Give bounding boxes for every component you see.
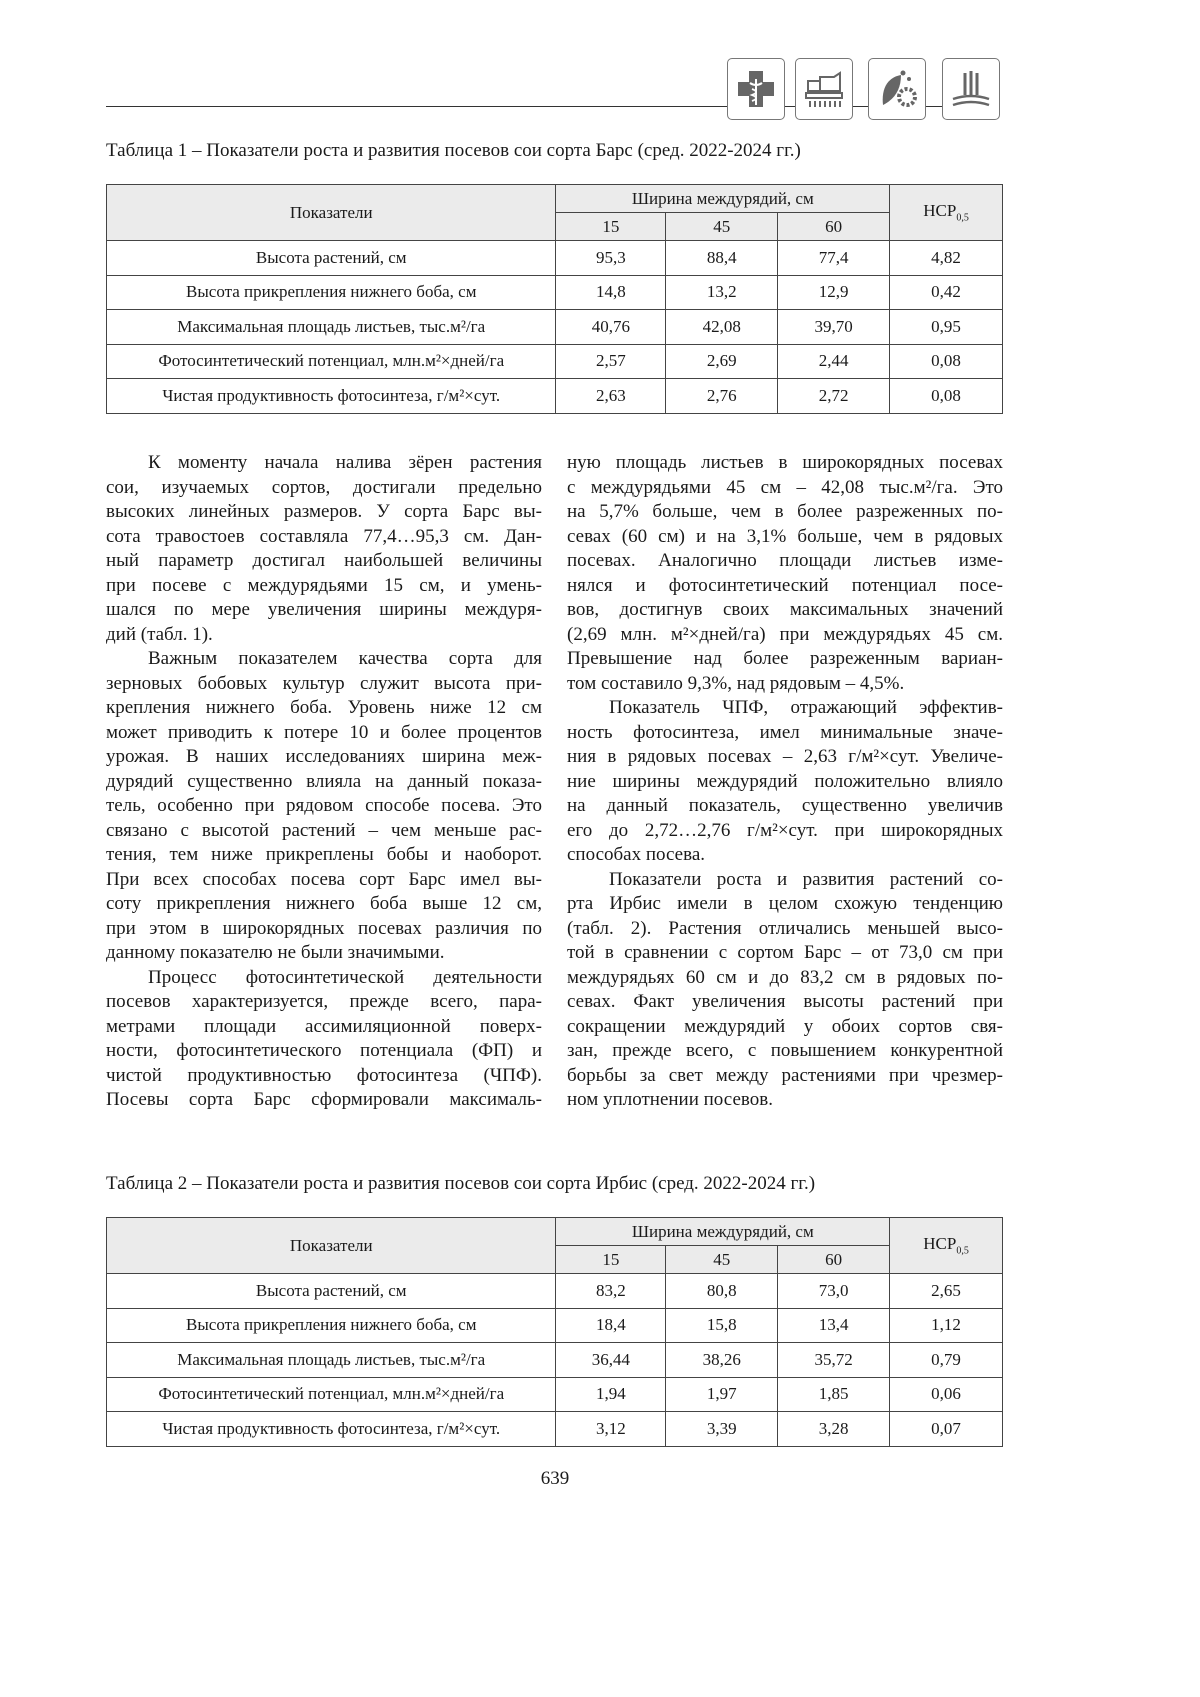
text-line: ние ширины междурядий положительно влияло	[567, 770, 1003, 792]
text-line: способах посева.	[567, 844, 706, 865]
cell-label: Чистая продуктивность фотосинтеза, г/м²×сут.	[107, 1412, 556, 1447]
text-line: может приводить к потере 10 и более процентов	[106, 721, 542, 743]
text-line: рта Ирбис имели в целом схожую тенденцию	[567, 893, 1003, 914]
cell-v60: 35,72	[778, 1343, 890, 1378]
cell-v15: 40,76	[556, 310, 666, 345]
cell-hsr: 0,79	[890, 1343, 1003, 1378]
text-line: Показатель ЧПФ, отражающий эффектив-	[609, 697, 1003, 718]
header-hsr: $НСР_{0,5}$	[890, 1218, 1003, 1274]
cell-hsr: 4,82	[890, 241, 1003, 276]
cell-v60: 13,4	[778, 1308, 890, 1343]
text-line: (2,69 млн. м²×дней/га) при междурядьях 45 см.	[567, 623, 1003, 645]
cell-v60: 39,70	[778, 310, 890, 345]
cell-hsr: 0,08	[890, 379, 1003, 414]
table-row	[107, 344, 1003, 379]
header-indicators: Показатели	[107, 1218, 556, 1274]
text-line: крепления нижнего боба. Уровень ниже 12 см	[106, 697, 542, 718]
cell-v60: 3,28	[778, 1412, 890, 1447]
header-rule	[785, 106, 795, 107]
cell-hsr: 0,95	[890, 310, 1003, 345]
cell-v15: 2,57	[556, 344, 666, 379]
cell-v60: 2,72	[778, 379, 890, 414]
cell-v45: 1,97	[666, 1377, 778, 1412]
text-line: сокращении междурядий у обоих сортов свя-	[567, 1015, 1003, 1037]
medical-cross-icon	[727, 58, 785, 120]
cell-v60: 73,0	[778, 1274, 890, 1309]
cell-v15: 36,44	[556, 1343, 666, 1378]
table-row	[107, 1377, 1003, 1412]
text-line: ную площадь листьев в широкорядных посевах	[567, 452, 1003, 473]
text-line: борьбы за свет между растениями при чрезмер-	[567, 1064, 1003, 1086]
table-row	[107, 1343, 1003, 1378]
text-line: с междурядьями 45 см – 42,08 тыс.м²/га. Это	[567, 476, 1003, 498]
cell-v45: 2,69	[666, 344, 778, 379]
cell-v60: 2,44	[778, 344, 890, 379]
text-line: зан, прежде всего, с повышением конкурентной	[567, 1040, 1003, 1061]
cell-v45: 13,2	[666, 275, 778, 310]
table-row	[107, 1308, 1003, 1343]
text-line: севах (60 см) и на 3,1% больше, чем в рядовых	[567, 525, 1003, 547]
text-line: на данный показатель, существенно увеличив	[567, 795, 1003, 816]
cell-label: Чистая продуктивность фотосинтеза, г/м²×сут.	[107, 379, 556, 414]
cell-v60: 1,85	[778, 1377, 890, 1412]
text-line: К моменту начала налива зёрен растения	[148, 452, 542, 473]
text-line: высоких линейных размеров. У сорта Барс вы-	[106, 501, 542, 522]
cell-v15: 14,8	[556, 275, 666, 310]
cell-v45: 3,39	[666, 1412, 778, 1447]
cell-v15: 95,3	[556, 241, 666, 276]
page-number: 639	[540, 1468, 570, 1489]
cell-hsr: 1,12	[890, 1308, 1003, 1343]
text-line: посевов характеризуется, прежде всего, пара-	[106, 991, 542, 1012]
text-line: дурядий существенно влияла на данный показа-	[106, 770, 542, 792]
cell-v60: 77,4	[778, 241, 890, 276]
header-width-45: 45	[666, 213, 778, 241]
cell-v15: 2,63	[556, 379, 666, 414]
header-rule	[853, 106, 868, 107]
cell-label: Максимальная площадь листьев, тыс.м²/га	[107, 1343, 556, 1378]
wheat-field-icon	[942, 58, 1000, 120]
cell-v15: 1,94	[556, 1377, 666, 1412]
text-line: ном уплотнении посевов.	[567, 1089, 773, 1110]
text-line: той в сравнении с сортом Барс – от 73,0 см при	[567, 942, 1003, 963]
text-line: на 5,7% больше, чем в более разреженных по-	[567, 501, 1003, 522]
text-line: зерновых бобовых культур служит высота при-	[106, 672, 542, 694]
cell-label: Высота растений, см	[107, 1274, 556, 1309]
text-line: посевах. Аналогично площади листьев изме-	[567, 550, 1003, 571]
table2	[106, 1217, 1003, 1447]
header-row-spacing: Ширина междурядий, см	[556, 1218, 890, 1246]
cell-label: Максимальная площадь листьев, тыс.м²/га	[107, 310, 556, 345]
table-row	[107, 310, 1003, 345]
cell-v15: 83,2	[556, 1274, 666, 1309]
table2-caption: Таблица 2 – Показатели роста и развития посевов сои сорта Ирбис (сред. 2022-2024 гг.)	[106, 1173, 816, 1194]
text-line: соту прикрепления нижнего боба выше 12 см,	[106, 893, 542, 914]
text-line: ный параметр достигал наибольшей величины	[106, 550, 542, 571]
text-column-left	[106, 451, 542, 1113]
cell-v45: 15,8	[666, 1308, 778, 1343]
header-width-45: 45	[666, 1246, 778, 1274]
cell-v45: 80,8	[666, 1274, 778, 1309]
text-line: (табл. 2). Растения отличались меньшей высо-	[567, 917, 1003, 939]
text-line: нялся и фотосинтетический потенциал посе-	[567, 574, 1003, 596]
header-hsr: $НСР_{0,5}$	[890, 185, 1003, 241]
cell-v45: 88,4	[666, 241, 778, 276]
text-line: Процесс фотосинтетической деятельности	[148, 966, 542, 988]
text-column-right	[567, 451, 1003, 1113]
header-rule	[926, 106, 942, 107]
cell-v45: 2,76	[666, 379, 778, 414]
text-line: дий (табл. 1).	[106, 623, 213, 645]
text-line: при посеве с междурядьями 15 см, и умень-	[106, 574, 542, 596]
cell-hsr: 0,08	[890, 344, 1003, 379]
text-line: Превышение над более разреженным вариан-	[567, 648, 1003, 669]
table-row	[107, 379, 1003, 414]
text-line: ности, фотосинтетического потенциала (ФП) и	[106, 1040, 542, 1061]
text-line: Важным показателем качества сорта для	[148, 648, 542, 669]
cell-label: Фотосинтетический потенциал, млн.м²×дней/га	[107, 344, 556, 379]
text-line: тения, тем ниже прикреплены бобы и наоборот.	[106, 844, 542, 865]
text-line: При всех способах посева сорт Барс имел вы-	[106, 868, 542, 890]
text-line: метрами площади ассимиляционной поверх-	[106, 1015, 542, 1037]
cell-hsr: 0,42	[890, 275, 1003, 310]
combine-harvester-icon	[795, 58, 853, 120]
cell-hsr: 0,07	[890, 1412, 1003, 1447]
text-line: сои, изучаемых сортов, достигали предельно	[106, 476, 542, 498]
text-line: связано с высотой растений – чем меньше рас-	[106, 819, 542, 841]
plant-science-gear-icon	[868, 58, 926, 120]
cell-v15: 18,4	[556, 1308, 666, 1343]
text-line: Показатели роста и развития растений со-	[609, 868, 1003, 890]
cell-v60: 12,9	[778, 275, 890, 310]
header-width-15: 15	[556, 213, 666, 241]
cell-label: Высота прикрепления нижнего боба, см	[107, 275, 556, 310]
table1-caption: Таблица 1 – Показатели роста и развития посевов сои сорта Барс (сред. 2022-2024 гг.)	[106, 140, 801, 161]
header-rule	[106, 106, 727, 107]
text-line: при этом в широкорядных посевах различия по	[106, 917, 542, 939]
text-line: тель, особенно при рядовом способе посева. Это	[106, 795, 542, 816]
table-row	[107, 1274, 1003, 1309]
header-indicators: Показатели	[107, 185, 556, 241]
cell-hsr: 0,06	[890, 1377, 1003, 1412]
text-line: междурядьях 60 см и до 83,2 см в рядовых по-	[567, 966, 1003, 988]
cell-label: Высота прикрепления нижнего боба, см	[107, 1308, 556, 1343]
text-line: шался по мере увеличения ширины междуря-	[106, 599, 542, 620]
text-line: урожая. В наших исследованиях ширина меж-	[106, 746, 542, 767]
header-row-spacing: Ширина междурядий, см	[556, 185, 890, 213]
header-width-60: 60	[778, 1246, 890, 1274]
text-line: ность фотосинтеза, имел минимальные значе-	[567, 721, 1003, 743]
text-line: данному показателю не были значимыми.	[106, 942, 445, 963]
text-line: его до 2,72…2,76 г/м²×сут. при широкорядных	[567, 819, 1003, 841]
header-width-15: 15	[556, 1246, 666, 1274]
text-line: Посевы сорта Барс сформировали максималь-	[106, 1089, 542, 1110]
text-line: севах. Факт увеличения высоты растений при	[567, 991, 1003, 1012]
table-row	[107, 241, 1003, 276]
cell-hsr: 2,65	[890, 1274, 1003, 1309]
text-line: чистой продуктивностью фотосинтеза (ЧПФ).	[106, 1064, 542, 1086]
cell-v45: 38,26	[666, 1343, 778, 1378]
cell-label: Высота растений, см	[107, 241, 556, 276]
header-width-60: 60	[778, 213, 890, 241]
text-line: сота травостоев составляла 77,4…95,3 см. Дан-	[106, 525, 542, 547]
table-row	[107, 1412, 1003, 1447]
text-line: том составило 9,3%, над рядовым – 4,5%.	[567, 672, 905, 694]
table1	[106, 184, 1003, 414]
table-row	[107, 275, 1003, 310]
cell-v15: 3,12	[556, 1412, 666, 1447]
text-line: ния в рядовых посевах – 2,63 г/м²×сут. Увеличе-	[567, 746, 1003, 767]
cell-v45: 42,08	[666, 310, 778, 345]
text-line: вов, достигнув своих максимальных значений	[567, 599, 1003, 620]
cell-label: Фотосинтетический потенциал, млн.м²×дней/га	[107, 1377, 556, 1412]
